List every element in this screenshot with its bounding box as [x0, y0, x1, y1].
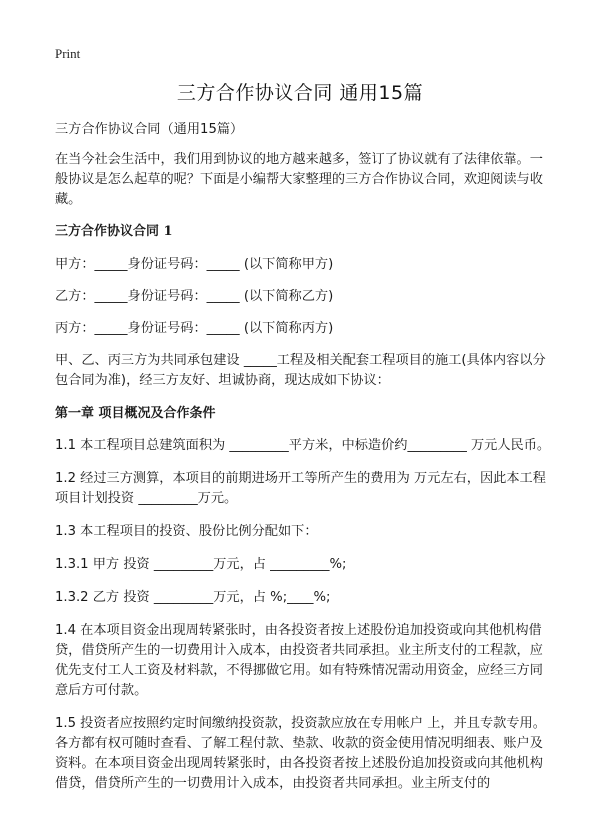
party-a-line: 甲方：_____身份证号码：_____ (以下简称甲方) — [55, 257, 334, 272]
chapter-heading: 第一章 项目概况及合作条件 — [55, 406, 216, 421]
clause-1-3-1: 1.3.1 甲方 投资 _________万元，占 _________%; — [55, 557, 347, 572]
clause-1-4: 1.4 在本项目资金出现周转紧张时，由各投资者按上述股份追加投资或向其他机构借贷，借贷所产生的一切费用计入成本，由投资者共同承担。业主所支付的工程款，应优先支付工人工资及材料款，不得挪做它用。如有特殊情况需动用资金，应经三方同意后方可付款。 — [55, 623, 543, 698]
intro-paragraph: 在当今社会生活中，我们用到协议的地方越来越多，签订了协议就有了法律依靠。一般协议是怎么起草的呢？下面是小编帮大家整理的三方合作协议合同，欢迎阅读与收藏。 — [55, 152, 543, 207]
clause-1-2: 1.2 经过三方测算，本项目的前期进场开工等所产生的费用为 万元左右，因此本工程项目计划投资 _________万元。 — [55, 471, 546, 506]
clause-1-3: 1.3 本工程项目的投资、股份比例分配如下： — [55, 524, 318, 539]
document-subtitle: 三方合作协议合同（通用15篇） — [55, 122, 244, 137]
section-heading: 三方合作协议合同 1 — [55, 224, 173, 239]
document-body — [55, 120, 555, 807]
party-b-line: 乙方：_____身份证号码：_____ (以下简称乙方) — [55, 289, 334, 304]
clause-1-5: 1.5 投资者应按照约定时间缴纳投资款，投资款应放在专用帐户 上，并且专款专用。各方都有权可随时查看、了解工程付款、垫款、收款的资金使用情况明细表、账户及资料。在本项目资金出现周转紧张时，由各投资者按上述股份追加投资或向其他机构借贷，借贷所产生的一切费用计入成本，由投资者共同承担。业主所支付的 — [55, 716, 546, 791]
clause-1-1: 1.1 本工程项目总建筑面积为 _________平方米，中标造价约_________ 万元人民币。 — [55, 438, 551, 453]
print-label[interactable]: Print — [55, 46, 81, 61]
page-title: 三方合作协议合同 通用15篇 — [176, 82, 424, 104]
clause-1-3-2: 1.3.2 乙方 投资 _________万元，占 %;____%; — [55, 590, 331, 605]
party-c-line: 丙方：_____身份证号码：_____ (以下简称丙方) — [55, 321, 334, 336]
agreement-intro: 甲、乙、丙三方为共同承包建设 _____工程及相关配套工程项目的施工(具体内容以分包合同为准)，经三方友好、坦诚协商，现达成如下协议： — [55, 353, 546, 388]
